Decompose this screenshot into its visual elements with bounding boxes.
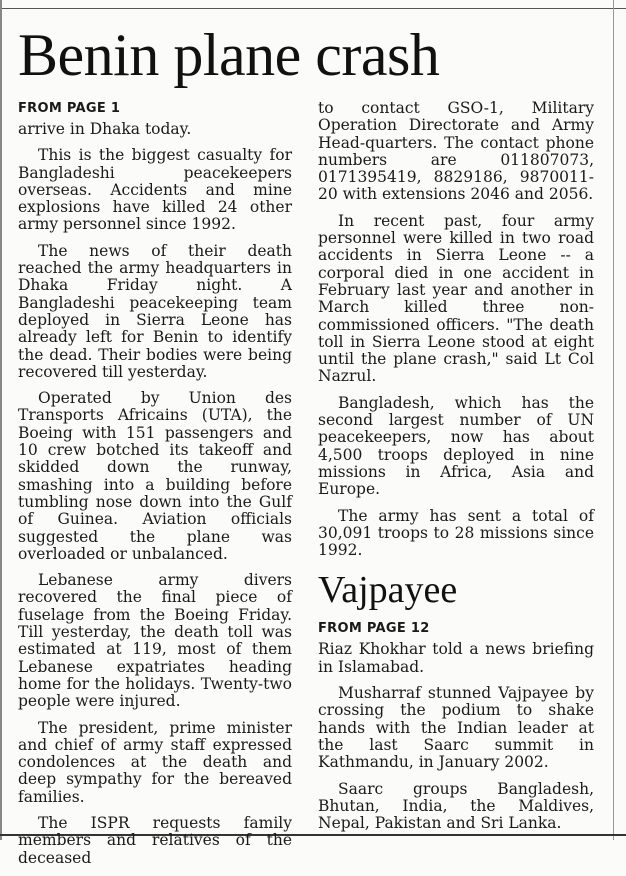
- article-paragraph: Saarc groups Bangladesh, Bhutan, India, the Maldives, Nepal, Pakistan and Sri Lanka.: [318, 779, 594, 833]
- article-paragraph: In recent past, four army personnel were killed in two road accidents in Sierra Leone -- a corporal died in one accident in February last year and another in March killed three non-commissioned officers. "The death toll in Sierra Leone stood at eight until the plane crash," said Lt Col Nazrul.: [318, 211, 594, 386]
- article-paragraph: Bangladesh, which has the second largest number of UN peacekeepers, now has about 4,500 troops deployed in nine missions in Africa, Asia and Europe.: [318, 393, 594, 499]
- article-paragraph: The army has sent a total of 30,091 troops to 28 missions since 1992.: [318, 506, 594, 560]
- second-story-headline: Vajpayee: [318, 569, 458, 612]
- article-paragraph: arrive in Dhaka today.: [18, 120, 192, 138]
- main-story-column-2: [318, 100, 594, 841]
- main-story-kicker: FROM PAGE 1: [18, 101, 121, 116]
- article-paragraph: The news of their death reached the army headquarters in Dhaka Friday night. A Bangladeshi peacekeeping team deployed in Sierra Leone has already left for Benin to identify the dead. Their bodies were being recovered till yesterday.: [18, 241, 292, 381]
- article-paragraph: Riaz Khokhar told a news briefing in Islamabad.: [318, 640, 594, 676]
- top-border-rule: [0, 0, 626, 9]
- left-border-rule: [0, 0, 2, 840]
- article-paragraph: Musharraf stunned Vajpayee by crossing the podium to shake hands with the Indian leader at the last Saarc summit in Kathmandu, in January 2002.: [318, 684, 594, 772]
- article-paragraph: to contact GSO-1, Military Operation Directorate and Army Head-quarters. The contact phone numbers are 011807073, 0171395419, 8829186, 9870011-20 with extensions 2046 and 2056.: [318, 99, 594, 204]
- article-paragraph: Lebanese army divers recovered the final piece of fuselage from the Boeing Friday. Till yesterday, the death toll was estimated at 119, most of them Lebanese expatriates heading home for the holidays. Twenty-two people were injured.: [18, 571, 292, 711]
- article-paragraph: Operated by Union des Transports Africains (UTA), the Boeing with 151 passengers and 10 crew botched its takeoff and skidded down the runway, smashing into a building before tumbling nose down into the Gulf of Guinea. Aviation officials suggested the plane was overloaded or unbalanced.: [18, 389, 292, 563]
- article-paragraph: The ISPR requests family members and relatives of the deceased: [18, 813, 292, 867]
- main-story-column-1: [18, 100, 292, 876]
- main-headline: Benin plane crash: [18, 22, 440, 88]
- second-story-kicker: FROM PAGE 12: [318, 621, 430, 637]
- right-border-rule: [613, 0, 614, 840]
- article-paragraph: The president, prime minister and chief of army staff expressed condolences at the death and deep sympathy for the bereaved families.: [18, 718, 292, 806]
- article-paragraph: This is the biggest casualty for Bangladeshi peacekeepers overseas. Accidents and mine explosions have killed 24 other army personnel since 1992.: [18, 146, 292, 234]
